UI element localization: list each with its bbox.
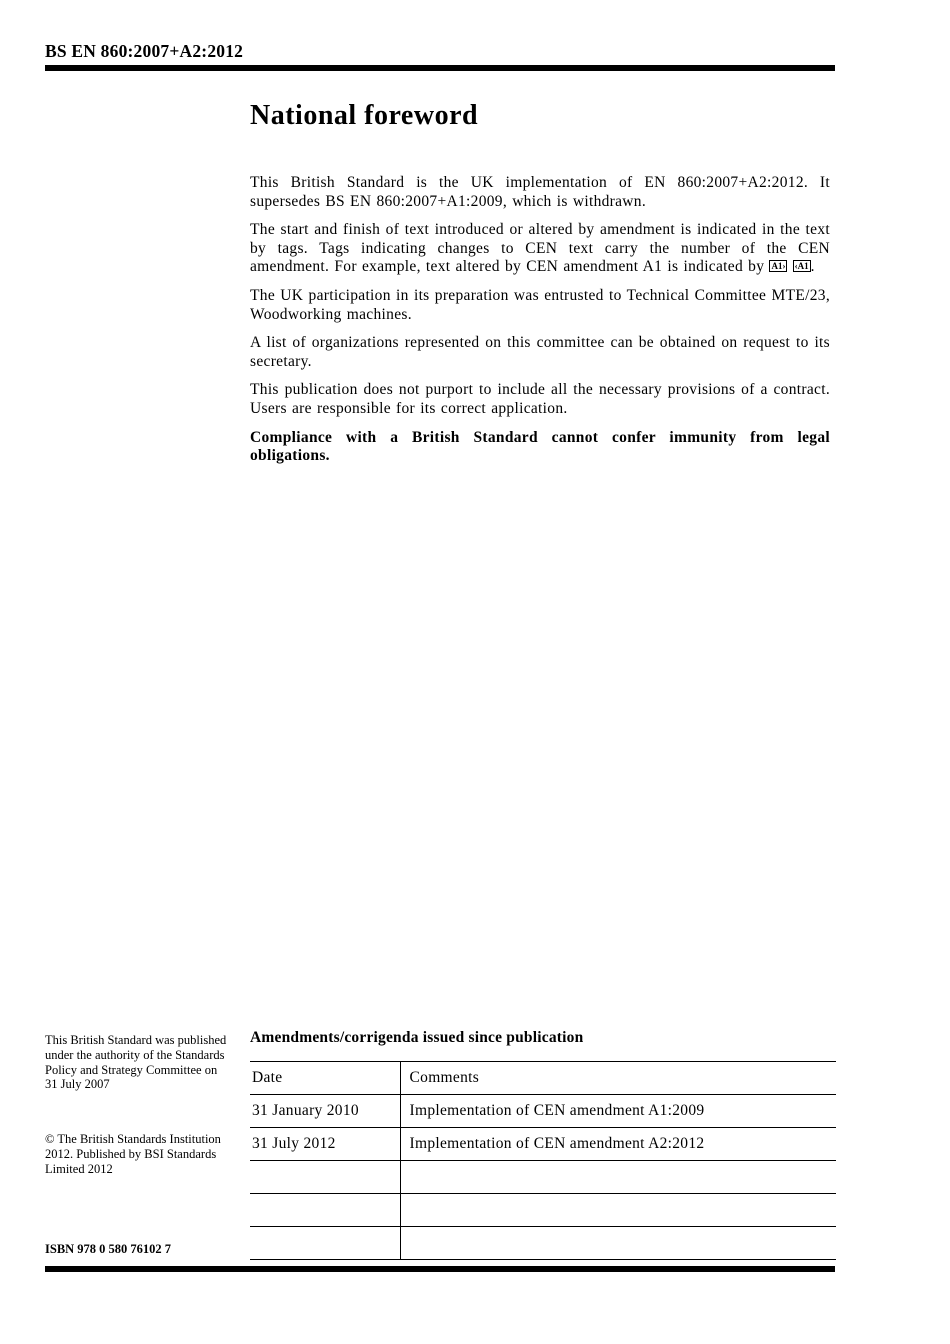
cell-comment [400,1161,836,1194]
paragraph-contract-provisions: This publication does not purport to include all the necessary provisions of a contract. Users are responsible for its correct application. [250,381,830,417]
publication-authority-note: This British Standard was published under the authority of the Standards Policy and Strategy Committee on 31 July 2007 [45,1033,227,1092]
table-row [250,1194,836,1227]
cell-comment: Implementation of CEN amendment A2:2012 [400,1128,836,1161]
cell-date: 31 January 2010 [250,1095,400,1128]
table-row [250,1227,836,1260]
standard-number-header: BS EN 860:2007+A2:2012 [45,41,244,61]
cell-comment: Implementation of CEN amendment A1:2009 [400,1095,836,1128]
page-title: National foreword [250,100,479,131]
cell-date [250,1161,400,1194]
amendments-heading: Amendments/corrigenda issued since publication [250,1029,584,1046]
sentence-period: . [810,258,815,276]
bottom-rule [45,1266,835,1272]
cell-comment [400,1194,836,1227]
table-header-row [250,1062,836,1095]
cell-date [250,1194,400,1227]
top-rule [45,65,835,71]
cell-comment [400,1227,836,1260]
paragraph-compliance-note: Compliance with a British Standard cannot confer immunity from legal obligations. [250,428,830,465]
column-header-date: Date [250,1062,400,1095]
paragraph-text: The start and finish of text introduced or altered by amendment is indicated in the text by tags. Tags indicating changes to CEN text carry the number of the CEN amendment. For example, text altered by CEN amendment A1 is indicated by [250,221,830,276]
cell-date: 31 July 2012 [250,1128,400,1161]
chevron-right-icon: › [782,261,786,272]
amendment-open-tag-icon [769,260,787,272]
amendment-close-tag-label: A1 [797,261,809,272]
isbn-number: ISBN 978 0 580 76102 7 [45,1242,172,1256]
paragraph-organizations-list: A list of organizations represented on this committee can be obtained on request to its secretary. [250,334,830,370]
table-row [250,1095,836,1128]
paragraph-uk-participation: The UK participation in its preparation was entrusted to Technical Committee MTE/23, Woodworking machines. [250,286,830,323]
chevron-left-icon: ‹ [794,261,798,272]
amendment-open-tag-label: A1 [771,261,783,272]
table-row [250,1128,836,1161]
amendments-table [250,1061,836,1260]
paragraph-amendment-tags [250,221,830,277]
foreword-section [250,100,830,476]
table-row [250,1161,836,1194]
paragraph-implementation: This British Standard is the UK implementation of EN 860:2007+A2:2012. It supersedes BS EN 860:2007+A1:2009, which is withdrawn. [250,174,830,210]
column-header-comments: Comments [400,1062,836,1095]
copyright-note: © The British Standards Institution 2012. Published by BSI Standards Limited 2012 [45,1132,221,1176]
cell-date [250,1227,400,1260]
amendment-close-tag-icon [793,260,811,272]
amendments-section [250,1029,836,1260]
